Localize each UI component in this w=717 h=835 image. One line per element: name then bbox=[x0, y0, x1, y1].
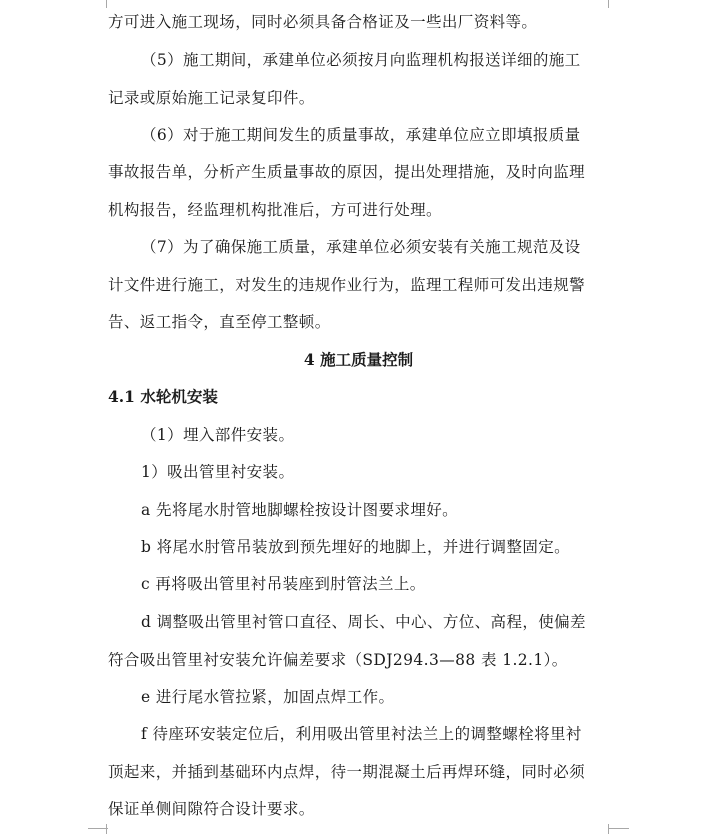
page-corner-mark bbox=[88, 0, 107, 8]
text-line: 告、返工指令，直至停工整顿。 bbox=[108, 313, 331, 331]
text-line: （7）为了确保施工质量，承建单位必须安装有关施工规范及设 bbox=[141, 238, 581, 256]
text-line: 保证单侧间隙符合设计要求。 bbox=[108, 800, 315, 818]
text-line: （5）施工期间，承建单位必须按月向监理机构报送详细的施工 bbox=[141, 51, 581, 69]
text-line: a 先将尾水肘管地脚螺栓按设计图要求埋好。 bbox=[141, 501, 459, 519]
text-line: 计文件进行施工，对发生的违规作业行为，监理工程师可发出违规警 bbox=[108, 276, 586, 294]
text-line: 顶起来，并插到基础环内点焊，待一期混凝土后再焊环缝，同时必须 bbox=[108, 763, 586, 781]
page-corner-mark bbox=[608, 824, 627, 834]
text-line: 1）吸出管里衬安装。 bbox=[141, 463, 295, 481]
page-corner-mark bbox=[608, 0, 627, 8]
subsection-heading: 4.1 水轮机安装 bbox=[108, 387, 218, 406]
text-line: 记录或原始施工记录复印件。 bbox=[108, 89, 315, 107]
text-line: （1）埋入部件安装。 bbox=[141, 426, 295, 444]
text-line: d 调整吸出管里衬管口直径、周长、中心、方位、高程，使偏差 bbox=[141, 613, 586, 631]
text-line: f 待座环安装定位后，利用吸出管里衬法兰上的调整螺栓将里衬 bbox=[141, 725, 582, 743]
text-line: 事故报告单，分析产生质量事故的原因，提出处理措施，及时向监理 bbox=[108, 163, 586, 181]
text-line: e 进行尾水管拉紧，加固点焊工作。 bbox=[141, 688, 395, 706]
page-margin-rule bbox=[88, 828, 108, 829]
text-line: （6）对于施工期间发生的质量事故，承建单位应立即填报质量 bbox=[141, 126, 581, 144]
section-heading: 4 施工质量控制 bbox=[303, 350, 414, 369]
page-corner-mark bbox=[88, 824, 107, 834]
text-line: 方可进入施工现场，同时必须具备合格证及一些出厂资料等。 bbox=[108, 13, 538, 31]
text-line: 符合吸出管里衬安装允许偏差要求（SDJ294.3—88 表 1.2.1）。 bbox=[108, 651, 568, 669]
page-margin-rule bbox=[609, 828, 629, 829]
text-line: 机构报告，经监理机构批准后，方可进行处理。 bbox=[108, 201, 442, 219]
text-line: b 将尾水肘管吊装放到预先埋好的地脚上，并进行调整固定。 bbox=[141, 538, 571, 556]
text-line: c 再将吸出管里衬吊装座到肘管法兰上。 bbox=[141, 575, 426, 593]
